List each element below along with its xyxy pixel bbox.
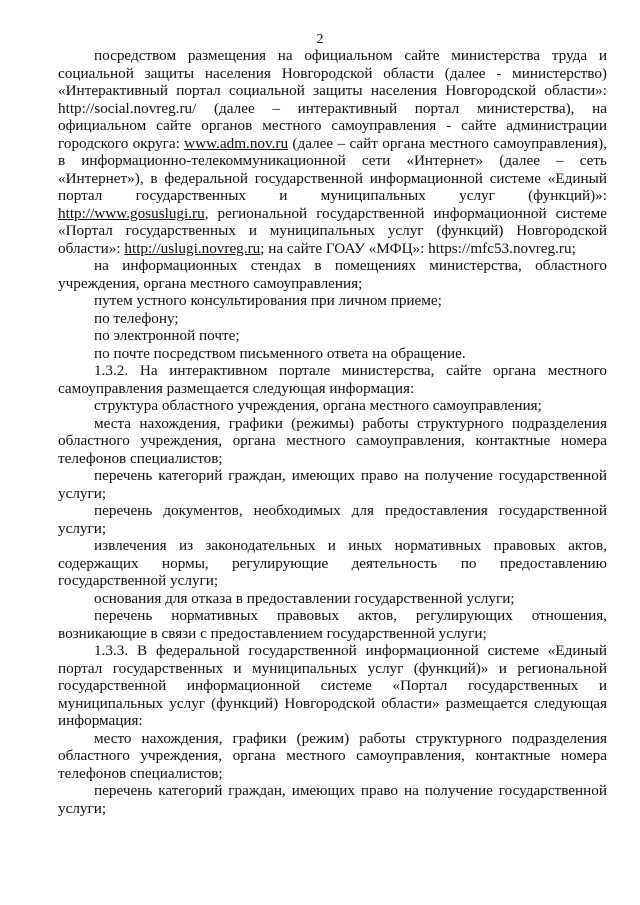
list-item: по телефону; [94, 309, 179, 327]
list-item: основания для отказа в предоставлении государственной услуги; [94, 589, 515, 607]
text-segment: ; на сайте ГОАУ «МФЦ»: https://mfc53.novreg.ru; [260, 239, 576, 257]
list-item: места нахождения, графики (режимы) работы структурного подразделения областного учреждения, органа местного самоуправления, контактные номера телефонов специалистов; [58, 414, 607, 467]
link-adm-site[interactable]: www.adm.nov.ru [184, 134, 289, 152]
link-uslugi-novreg[interactable]: http://uslugi.novreg.ru [124, 239, 261, 257]
link-gosuslugi[interactable]: http://www.gosuslugi.ru [58, 204, 205, 222]
text-segment: , региональной государственной информационной системе «Портал государственных и муниципальных услуг (функций) Новгородской области»: [58, 204, 607, 257]
list-item: извлечения из законодательных и иных нормативных правовых актов, содержащих нормы, регулирующие деятельность по предоставлению государственной услуги; [58, 537, 607, 589]
list-item: по электронной почте; [94, 327, 240, 344]
list-item: перечень нормативных правовых актов, регулирующих отношения, возникающие в связи с предоставлением государственной услуги; [58, 607, 607, 642]
text-segment: посредством размещения на официальном сайте министерства труда и социальной защиты населения Новгородской области (далее - министерство) «Интерактивный портал социальной защиты населения Новгородской области»: http://social.novreg.ru/ (далее – интерактивный портал министерства), на официальном сайте органов местного самоуправления - сайте администрации городского округа: [58, 47, 607, 152]
list-item: структура областного учреждения, органа местного самоуправления; [94, 397, 542, 414]
list-item: перечень категорий граждан, имеющих право на получение государственной услуги; [58, 467, 607, 502]
list-item: перечень категорий граждан, имеющих право на получение государственной услуги; [58, 782, 607, 817]
list-item: место нахождения, графики (режим) работы структурного подразделения областного учреждения, органа местного самоуправления, контактные номера телефонов специалистов; [58, 729, 607, 782]
section-1-3-3: 1.3.3. В федеральной государственной информационной системе «Единый портал государственных и муниципальных услуг (функций)» и региональной государственной информационной системе «Портал государственных и муниципальных услуг (функций) Новгородской области» размещается следующая информация: [58, 642, 607, 729]
list-item: на информационных стендах в помещениях министерства, областного учреждения, органа местного самоуправления; [58, 257, 607, 292]
page-number: 2 [316, 32, 324, 47]
list-item: путем устного консультирования при личном приеме; [94, 292, 442, 309]
list-item: перечень документов, необходимых для предоставления государственной услуги; [58, 502, 607, 537]
document-body [58, 47, 607, 817]
section-1-3-2: 1.3.2. На интерактивном портале министерства, сайте органа местного самоуправления размещается следующая информация: [58, 362, 607, 397]
text-segment: (далее – сайт органа местного самоуправления), в информационно-телекоммуникационной сети «Интернет» (далее – сеть «Интернет»), в федеральной государственной информационной системе «Единый портал государственных и муниципальных услуг (функций)»: [58, 134, 607, 204]
paragraph-publication-channels [58, 47, 607, 257]
list-item: по почте посредством письменного ответа на обращение. [94, 344, 466, 362]
